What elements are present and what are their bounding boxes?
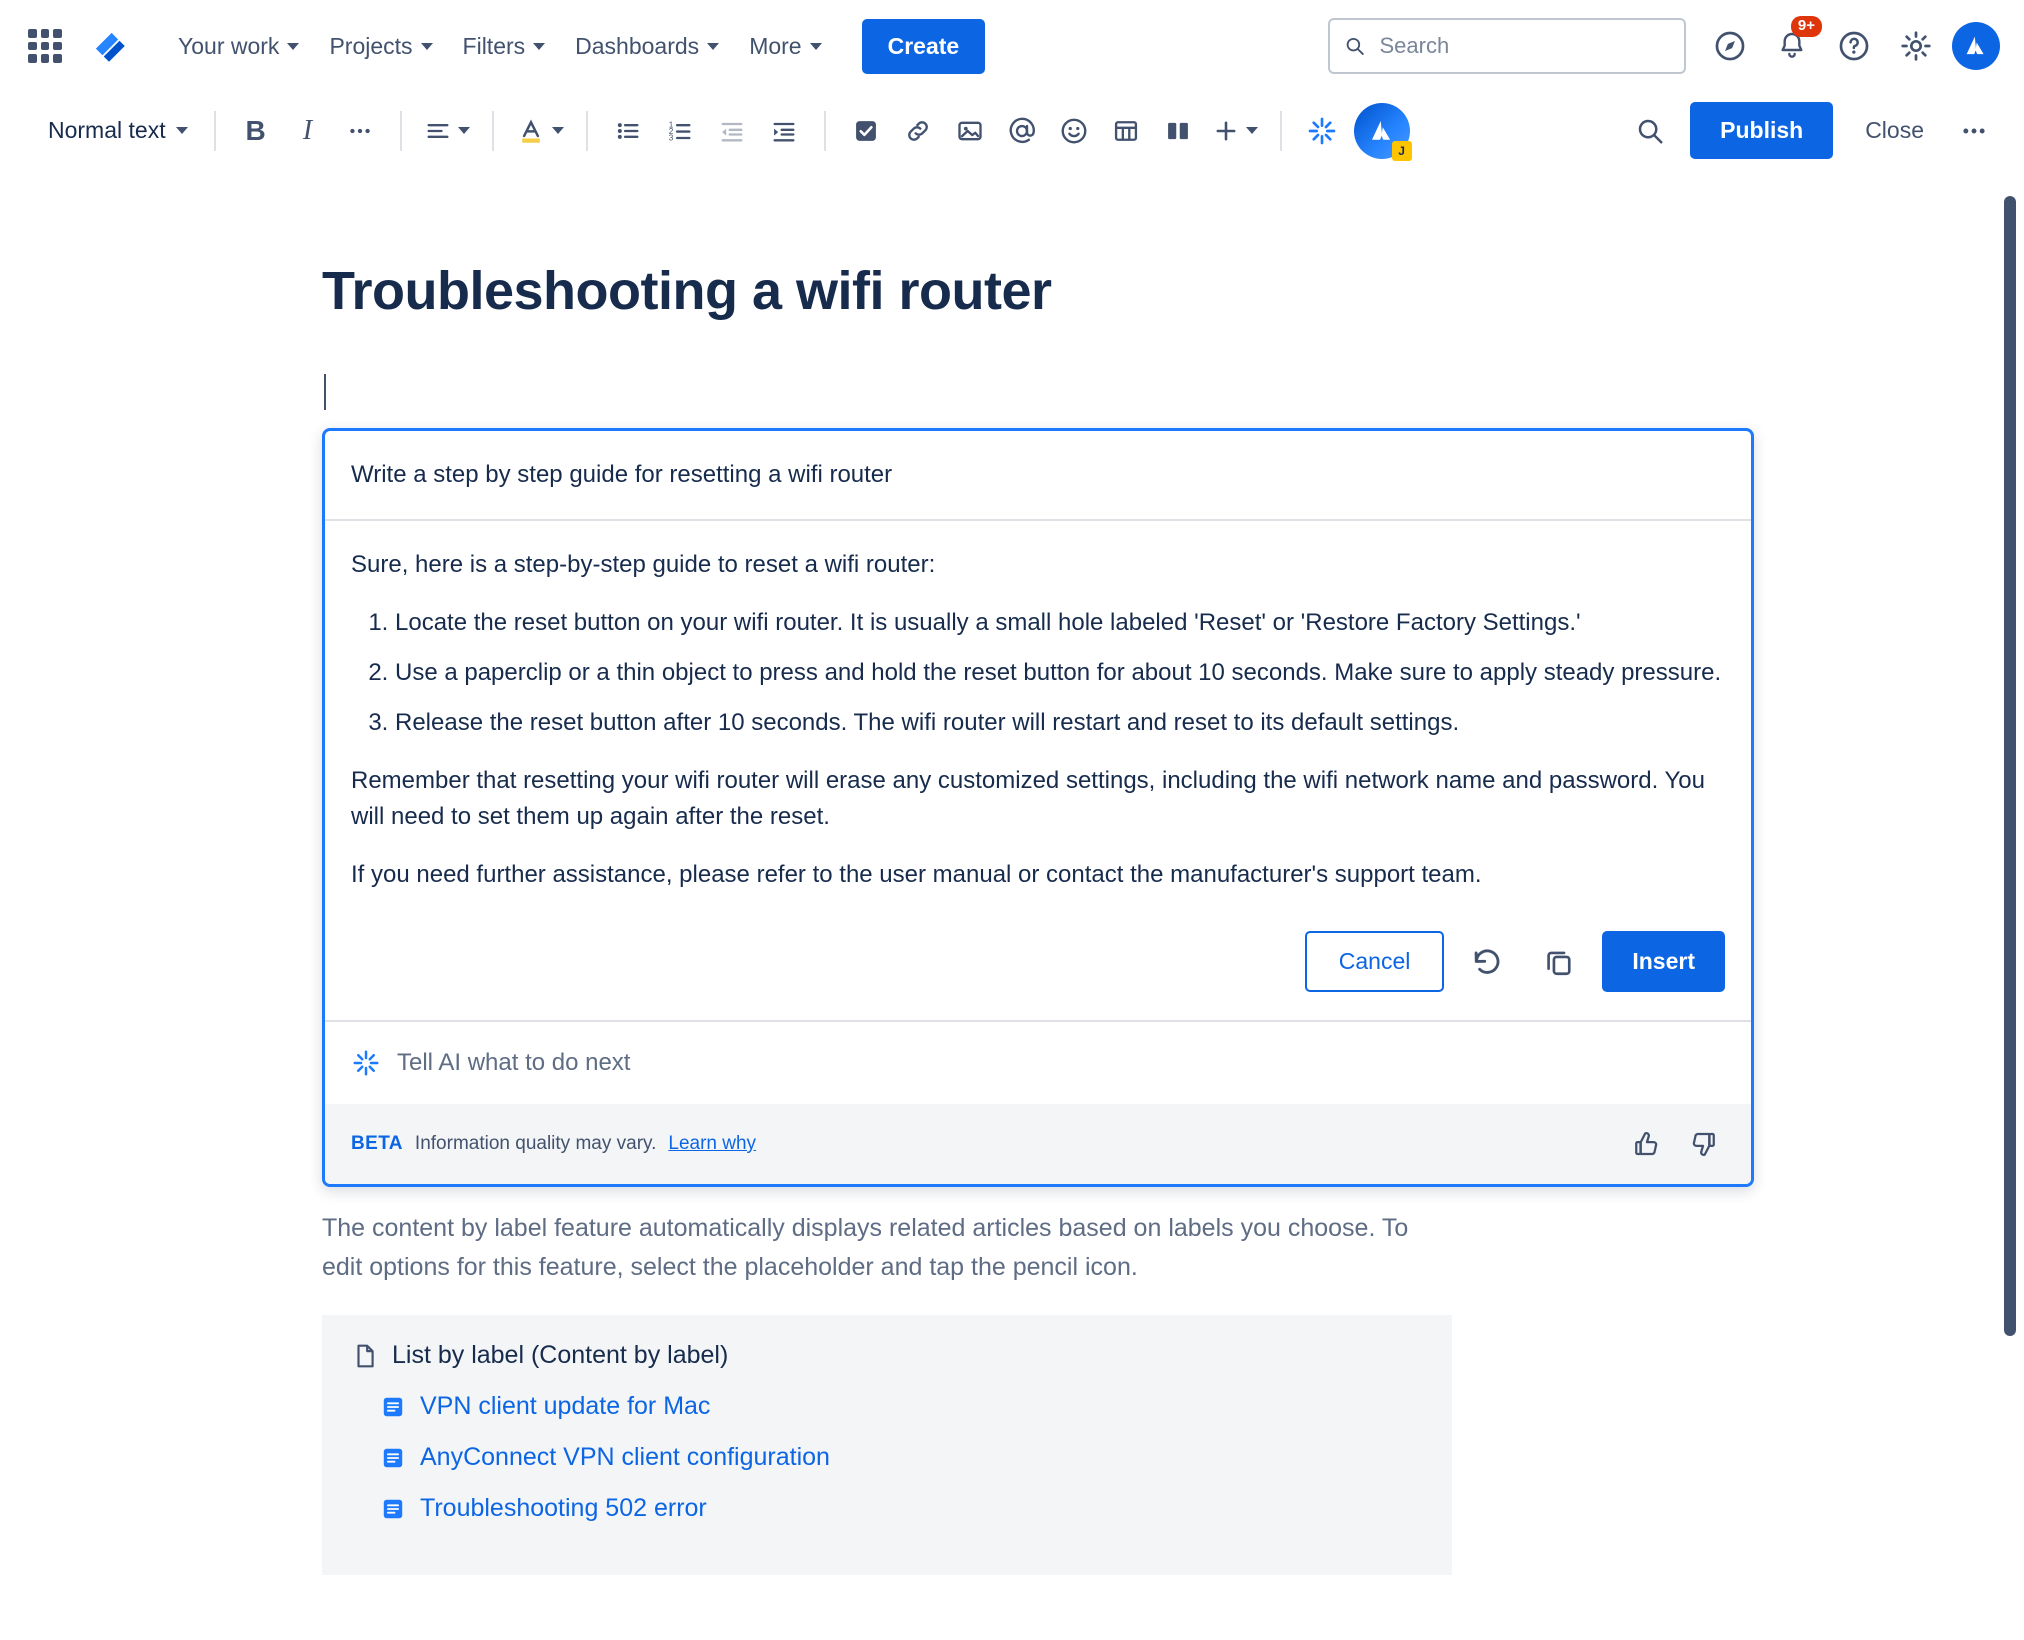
- macro-title-label: List by label (Content by label): [392, 1341, 729, 1369]
- avatar-badge: J: [1392, 141, 1412, 161]
- search-input[interactable]: [1378, 32, 1671, 60]
- ai-user-avatar[interactable]: [1354, 103, 1410, 159]
- nav-item-more[interactable]: [735, 23, 835, 70]
- nav-item-label: Dashboards: [575, 32, 700, 59]
- nav-icon-group: [1704, 17, 2000, 72]
- atlassian-avatar-icon: [1962, 32, 1990, 60]
- italic-label: I: [302, 114, 313, 146]
- macro-title: [352, 1341, 1422, 1370]
- numbered-list-button[interactable]: [654, 105, 706, 157]
- page-blue-icon: [380, 1445, 406, 1471]
- text-align-dropdown[interactable]: [416, 105, 478, 157]
- insert-button[interactable]: Insert: [1602, 931, 1725, 992]
- text-cursor: [322, 374, 1722, 414]
- svg-text:3: 3: [668, 132, 673, 142]
- ai-disclaimer-text: Information quality may vary.: [414, 1133, 657, 1154]
- app-switcher-icon[interactable]: [22, 23, 68, 69]
- global-search[interactable]: [1328, 18, 1686, 74]
- ai-next-prompt-input[interactable]: [325, 1020, 1751, 1104]
- refresh-counterclockwise-icon: [1470, 945, 1504, 979]
- macro-link-item[interactable]: [380, 1494, 1422, 1523]
- settings-button[interactable]: [1890, 20, 1942, 72]
- discover-icon[interactable]: [1704, 20, 1756, 72]
- chevron-down-icon: [1246, 127, 1258, 134]
- page-blue-icon: [380, 1394, 406, 1420]
- chevron-down-icon: [533, 43, 545, 50]
- ai-sparkle-button[interactable]: [1296, 105, 1348, 157]
- outdent-icon: [718, 117, 746, 145]
- search-icon: [1635, 116, 1665, 146]
- ellipsis-icon: [1960, 117, 1988, 145]
- ai-next-placeholder: Tell AI what to do next: [397, 1049, 631, 1076]
- ai-assistant-panel: [322, 428, 1754, 1187]
- link-icon: [904, 117, 932, 145]
- search-icon: [1344, 34, 1366, 58]
- toolbar-divider: [400, 111, 402, 151]
- retry-button[interactable]: [1458, 933, 1516, 991]
- ai-prompt-text[interactable]: Write a step by step guide for resetting a wifi router: [325, 431, 1751, 521]
- toolbar-divider: [824, 111, 826, 151]
- macro-link-item[interactable]: [380, 1392, 1422, 1421]
- toolbar-divider: [492, 111, 494, 151]
- notification-badge: 9+: [1791, 16, 1822, 37]
- help-button[interactable]: [1828, 20, 1880, 72]
- ai-sparkle-icon: [1306, 115, 1338, 147]
- ai-response-body: [325, 521, 1751, 925]
- mention-button[interactable]: [996, 105, 1048, 157]
- editor-more-options-button[interactable]: [1948, 105, 2000, 157]
- plus-icon: [1212, 117, 1240, 145]
- nav-item-dashboards[interactable]: [561, 23, 733, 70]
- chevron-down-icon: [810, 43, 822, 50]
- thumbs-down-icon: [1688, 1129, 1718, 1159]
- page-title[interactable]: Troubleshooting a wifi router: [322, 261, 1052, 321]
- thumbs-up-icon: [1632, 1129, 1662, 1159]
- macro-link-item[interactable]: [380, 1443, 1422, 1472]
- indent-button[interactable]: [758, 105, 810, 157]
- macro-link-label: VPN client update for Mac: [420, 1392, 711, 1420]
- svg-text:2: 2: [668, 126, 673, 136]
- toolbar-divider: [586, 111, 588, 151]
- top-navigation-bar: [0, 0, 2024, 92]
- chevron-down-icon: [287, 43, 299, 50]
- nav-item-label: Projects: [329, 32, 413, 59]
- image-icon: [956, 117, 984, 145]
- page-content: [322, 170, 1722, 1575]
- svg-text:1: 1: [668, 120, 673, 129]
- notifications-button[interactable]: [1766, 17, 1818, 72]
- learn-why-link[interactable]: Learn why: [668, 1133, 757, 1154]
- columns-layout-icon: [1164, 117, 1192, 145]
- chevron-down-icon: [458, 127, 470, 134]
- nav-item-label: Your work: [178, 32, 280, 59]
- gear-icon: [1899, 29, 1933, 63]
- at-mention-icon: [1007, 116, 1037, 146]
- bold-button[interactable]: [230, 105, 282, 157]
- macro-link-label: Troubleshooting 502 error: [420, 1494, 707, 1522]
- table-button[interactable]: [1100, 105, 1152, 157]
- outdent-button[interactable]: [706, 105, 758, 157]
- compass-icon: [1713, 29, 1747, 63]
- ai-action-bar: [325, 925, 1751, 1020]
- emoji-icon: [1059, 116, 1089, 146]
- copy-button[interactable]: [1530, 933, 1588, 991]
- question-mark-icon: [1837, 29, 1871, 63]
- indent-icon: [770, 117, 798, 145]
- chevron-down-icon: [552, 127, 564, 134]
- cancel-button[interactable]: Cancel: [1305, 931, 1445, 992]
- layout-button[interactable]: [1152, 105, 1204, 157]
- create-button[interactable]: Create: [862, 19, 986, 74]
- copy-icon: [1543, 946, 1575, 978]
- content-by-label-description: The content by label feature automatically displays related articles based on labels you choose. To edit options for this feature, select the placeholder and tap the pencil icon.: [322, 1214, 1409, 1281]
- chevron-down-icon: [421, 43, 433, 50]
- ai-step-item: 3. Release the reset button after 10 seconds. The wifi router will restart and reset to its default settings.: [395, 705, 1725, 741]
- ai-response-closing: If you need further assistance, please refer to the user manual or contact the manufacturer's support team.: [351, 861, 1482, 888]
- emoji-button[interactable]: [1048, 105, 1100, 157]
- chevron-down-icon: [707, 43, 719, 50]
- ellipsis-icon: [347, 118, 373, 144]
- more-formatting-button[interactable]: [334, 105, 386, 157]
- insert-more-button[interactable]: [1204, 105, 1266, 157]
- editor-toolbar: [0, 92, 2024, 170]
- checkbox-icon: [852, 117, 880, 145]
- page-blue-icon: [380, 1496, 406, 1522]
- nav-item-label: More: [749, 32, 802, 59]
- italic-button[interactable]: [282, 105, 334, 157]
- text-color-icon: [516, 116, 546, 146]
- nav-item-your-work[interactable]: [164, 23, 313, 70]
- jira-logo-icon[interactable]: [80, 23, 138, 69]
- bold-label: B: [245, 114, 266, 146]
- macro-link-label: AnyConnect VPN client configuration: [420, 1443, 830, 1471]
- text-style-dropdown[interactable]: [36, 105, 200, 157]
- nav-item-filters[interactable]: [449, 23, 560, 70]
- numbered-list-icon: [666, 117, 694, 145]
- page-icon: [352, 1343, 378, 1369]
- ai-step-item: 1. Locate the reset button on your wifi router. It is usually a small hole labeled 'Reset' or 'Restore Factory Settings.': [395, 605, 1725, 641]
- user-avatar[interactable]: [1952, 22, 2000, 70]
- editor-search-button[interactable]: [1624, 105, 1676, 157]
- nav-item-label: Filters: [462, 32, 526, 59]
- editor-page: [0, 170, 2024, 1640]
- vertical-scrollbar[interactable]: [2004, 196, 2016, 1336]
- ai-step-item: 2. Use a paperclip or a thin object to press and hold the reset button for about 10 seconds. Make sure to apply steady pressure.: [395, 655, 1725, 691]
- table-icon: [1112, 117, 1140, 145]
- thumbs-up-icon[interactable]: [1625, 1122, 1669, 1166]
- nav-links: [164, 23, 836, 70]
- bullet-list-button[interactable]: [602, 105, 654, 157]
- image-button[interactable]: [944, 105, 996, 157]
- ai-response-intro: Sure, here is a step-by-step guide to reset a wifi router:: [351, 551, 936, 578]
- task-list-button[interactable]: [840, 105, 892, 157]
- close-button[interactable]: Close: [1865, 117, 1924, 143]
- chevron-down-icon: [176, 127, 188, 134]
- nav-item-projects[interactable]: [315, 23, 446, 70]
- ai-sparkle-icon: [351, 1048, 381, 1078]
- ai-response-steps: [351, 605, 1725, 741]
- content-by-label-macro[interactable]: [322, 1315, 1452, 1575]
- beta-badge: BETA: [351, 1133, 403, 1154]
- toolbar-divider: [1280, 111, 1282, 151]
- bullet-list-icon: [614, 117, 642, 145]
- text-style-label: Normal text: [48, 117, 166, 143]
- toolbar-divider: [214, 111, 216, 151]
- align-left-icon: [424, 117, 452, 145]
- publish-button[interactable]: Publish: [1690, 102, 1833, 159]
- link-button[interactable]: [892, 105, 944, 157]
- ai-response-note: Remember that resetting your wifi router will erase any customized settings, including the wifi network name and password. You will need to set them up again after the reset.: [351, 767, 1705, 830]
- ai-footer: [325, 1104, 1751, 1184]
- thumbs-down-icon[interactable]: [1681, 1122, 1725, 1166]
- text-color-dropdown[interactable]: [508, 105, 572, 157]
